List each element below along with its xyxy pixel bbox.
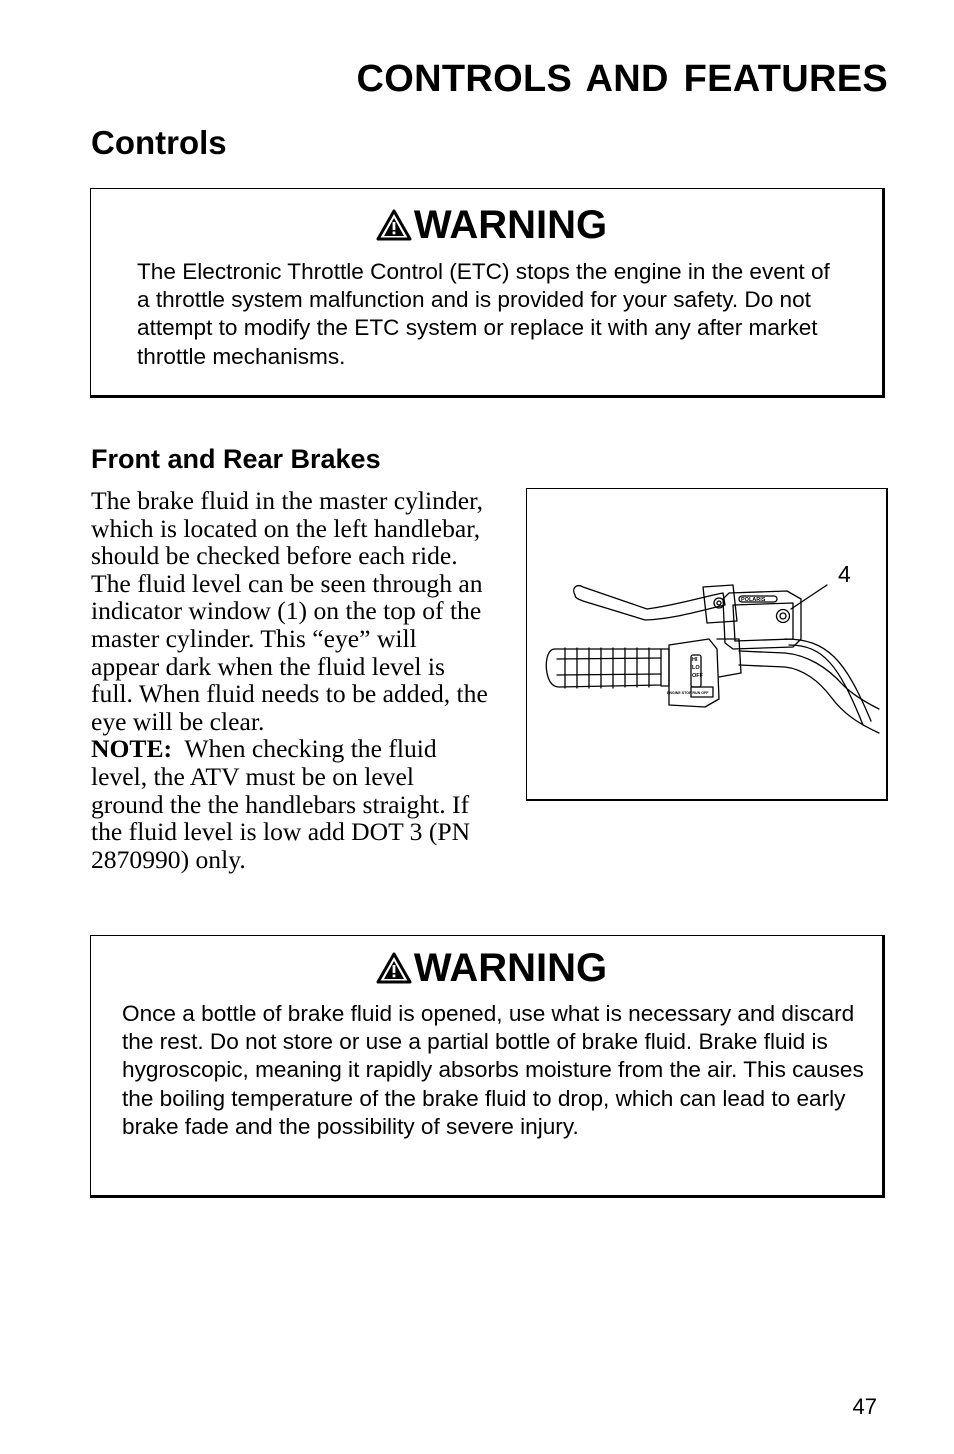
warning-box-brake-fluid bbox=[90, 935, 885, 1198]
brand-label: POLARIS bbox=[741, 597, 766, 603]
callout-number: 4 bbox=[838, 561, 851, 587]
note-text: When checking the fluid level, the ATV must be on level ground the the handlebars straight. If the fluid level is low add DOT 3 (PN 2870990) only. bbox=[91, 734, 471, 874]
warning-heading-text: WARNING bbox=[413, 203, 608, 247]
page-number: 47 bbox=[852, 1394, 877, 1419]
brakes-paragraph: The brake fluid in the master cylinder, which is located on the left handlebar, should be checked before each ride. The fluid level can be seen through an indicator window (1) on the top of the master cylinder. This “eye” will appear dark when the fluid level is full. When fluid needs to be added, the eye will be clear. bbox=[91, 486, 488, 736]
brake-line bbox=[785, 639, 871, 721]
warning-text: Once a bottle of brake fluid is opened, use what is necessary and discard the rest. Do not store or use a partial bottle of brake fluid. Brake fluid is hygroscopic, meaning it rapidly absorbs moisture from the air. This causes the boiling temperature of the brake fluid to drop, which can lead to early brake fade and the possibility of severe injury. bbox=[122, 1001, 864, 1139]
warning-heading-text: WARNING bbox=[413, 946, 608, 990]
section-heading: Controls bbox=[91, 124, 227, 161]
handlebar-master-cylinder-illustration bbox=[527, 489, 885, 798]
warning-triangle-icon bbox=[376, 952, 412, 984]
note-label: NOTE: bbox=[91, 734, 173, 764]
switch-label-off: OFF bbox=[692, 673, 703, 679]
subheading-brakes: Front and Rear Brakes bbox=[91, 444, 381, 474]
handlebar-grip bbox=[546, 649, 661, 687]
indicator-window bbox=[777, 610, 790, 623]
brake-lever bbox=[574, 586, 725, 620]
page-title: CONTROLS AND FEATURES bbox=[356, 58, 888, 100]
warning-text: The Electronic Throttle Control (ETC) stops the engine in the event of a throttle system malfunction and is provided for your safety. Do not attempt to modify the ETC system or replace it with any after market throttle mechanisms. bbox=[137, 259, 830, 369]
warning-box-etc bbox=[90, 188, 885, 398]
warning-heading bbox=[91, 202, 882, 248]
switch-label-lo: LO bbox=[692, 665, 700, 671]
brakes-body-text bbox=[91, 487, 491, 873]
warning-triangle-icon bbox=[376, 209, 412, 241]
warning-heading bbox=[91, 945, 882, 991]
switch-label-hi: HI bbox=[692, 657, 698, 663]
handlebar-figure bbox=[526, 488, 888, 801]
handlebar-tube bbox=[739, 651, 879, 709]
switch-caption: ENGINE STOP RUN OFF bbox=[667, 691, 709, 695]
